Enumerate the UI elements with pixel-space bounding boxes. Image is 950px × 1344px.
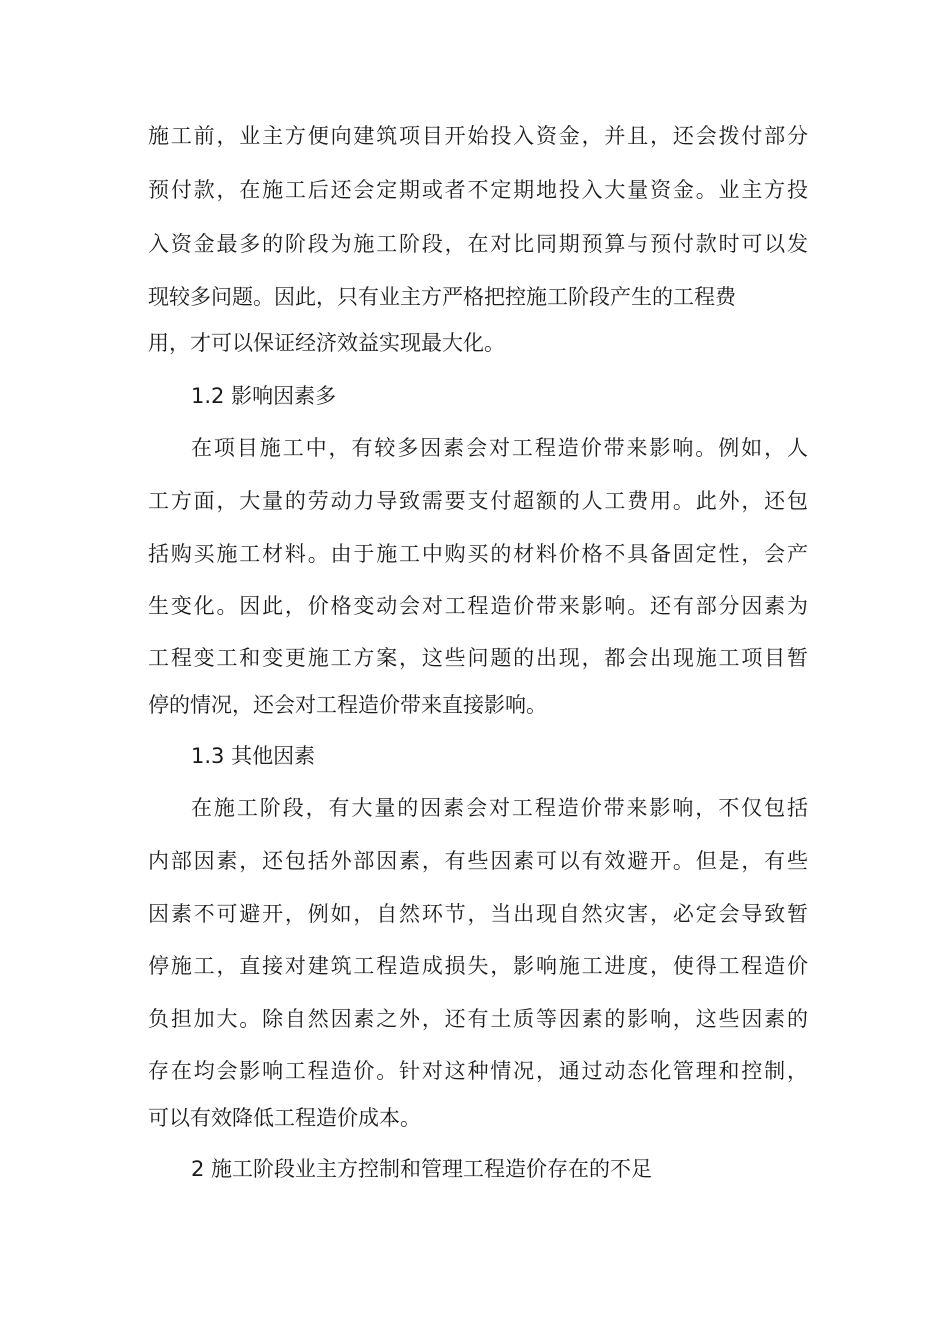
paragraph-3-line-6: 存在均会影响工程造价。针对这种情况，通过动态化管理和控制， xyxy=(148,1059,808,1083)
paragraph-1-line-5: 用，才可以保证经济效益实现最大化。 xyxy=(148,331,505,355)
section-heading-1-2: 1.2 影响因素多 xyxy=(191,384,337,408)
paragraph-2-line-2: 工方面，大量的劳动力导致需要支付超额的人工费用。此外，还包 xyxy=(148,489,808,513)
paragraph-1-line-4: 现较多问题。因此，只有业主方严格把控施工阶段产生的工程费 xyxy=(148,285,736,309)
paragraph-3-line-5: 负担加大。除自然因素之外，还有土质等因素的影响，这些因素的 xyxy=(148,1007,808,1031)
section-heading-2: 2 施工阶段业主方控制和管理工程造价存在的不足 xyxy=(191,1157,653,1181)
paragraph-2-line-4: 生变化。因此，价格变动会对工程造价带来影响。还有部分因素为 xyxy=(148,594,808,618)
paragraph-1-line-2: 预付款，在施工后还会定期或者不定期地投入大量资金。业主方投 xyxy=(148,178,808,202)
paragraph-2-line-3: 括购买施工材料。由于施工中购买的材料价格不具备固定性，会产 xyxy=(148,542,808,566)
section-heading-1-3: 1.3 其他因素 xyxy=(191,744,316,768)
paragraph-3-line-2: 内部因素，还包括外部因素，有些因素可以有效避开。但是，有些 xyxy=(148,849,808,873)
paragraph-2-line-1: 在项目施工中，有较多因素会对工程造价带来影响。例如，人 xyxy=(191,436,808,460)
paragraph-1-line-3: 入资金最多的阶段为施工阶段，在对比同期预算与预付款时可以发 xyxy=(148,232,808,256)
paragraph-3-line-7: 可以有效降低工程造价成本。 xyxy=(148,1106,421,1130)
paragraph-3-line-4: 停施工，直接对建筑工程造成损失，影响施工进度，使得工程造价 xyxy=(148,954,808,978)
paragraph-1-line-1: 施工前，业主方便向建筑项目开始投入资金，并且，还会拨付部分 xyxy=(148,124,808,148)
paragraph-2-line-6: 停的情况，还会对工程造价带来直接影响。 xyxy=(148,693,547,717)
paragraph-2-line-5: 工程变工和变更施工方案，这些问题的出现，都会出现施工项目暂 xyxy=(148,646,808,670)
paragraph-3-line-1: 在施工阶段，有大量的因素会对工程造价带来影响，不仅包括 xyxy=(191,796,808,820)
paragraph-3-line-3: 因素不可避开，例如，自然环节，当出现自然灾害，必定会导致暂 xyxy=(148,902,808,926)
